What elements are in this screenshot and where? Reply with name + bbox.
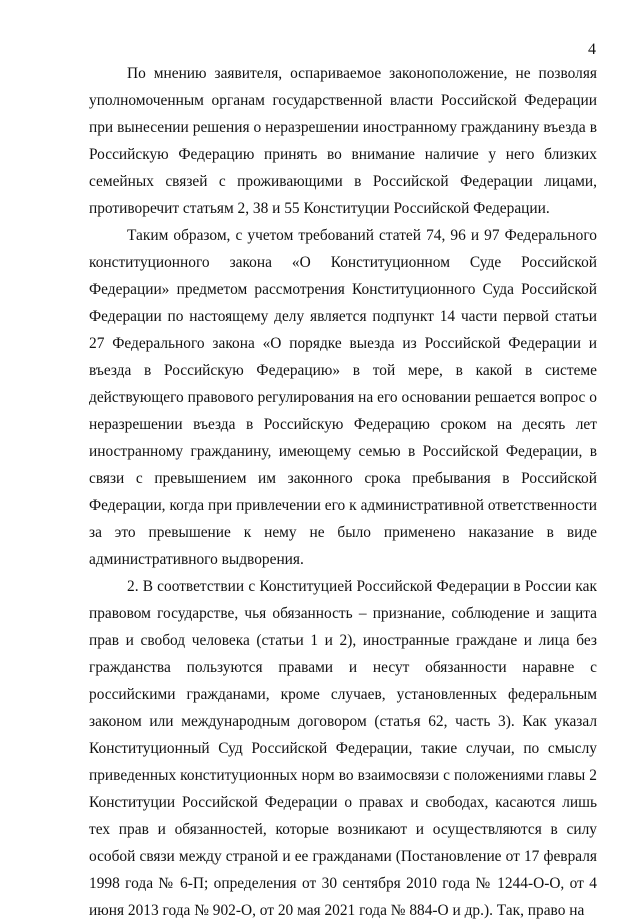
paragraph: 2. В соответствии с Конституцией Российской Федерации в России как правовом государстве, чья обязанность – признание, соблюдение и защита прав и свобод человека (статьи 1 и 2), иностранные граждане и лица без гражданства пользуются правами и несут обязанности наравне с российскими гражданами, кроме случаев, установленных федеральным законом или международным договором (статья 62, часть 3). Как указал Конституционный Суд Российской Федерации, такие случаи, по смыслу приведенных конституционных норм во взаимосвязи с положениями главы 2 Конституции Российской Федерации о правах и свободах, касаются лишь тех прав и обязанностей, которые возникают и осуществляются в силу особой связи между страной и ее гражданами (Постановление от 17 февраля 1998 года № 6-П; определения от 30 сентября 2010 года № 1244-О-О, от 4 июня 2013 года № 902-О, от 20 мая 2021 года № 884-О и др.). Так, право на <box>89 578 597 919</box>
page-number: 4 <box>588 41 596 58</box>
paragraph: Таким образом, с учетом требований статей 74, 96 и 97 Федерального конституционного закона «О Конституционном Суде Российской Федерации» предметом рассмотрения Конституционного Суда Российской Федерации по настоящему делу является подпункт 14 части первой статьи 27 Федерального закона «О порядке выезда из Российской Федерации и въезда в Российскую Федерацию» в той мере, в какой в системе действующего правового регулирования на его основании решается вопрос о неразрешении въезда в Российскую Федерацию сроком на десять лет иностранному гражданину, имеющему семью в Российской Федерации, в связи с превышением им законного срока пребывания в Российской Федерации, когда при привлечении его к административной ответственности за это превышение к нему не было применено наказание в виде административного выдворения. <box>89 227 597 568</box>
document-body <box>89 60 597 924</box>
paragraph: По мнению заявителя, оспариваемое законоположение, не позволяя уполномоченным органам государственной власти Российской Федерации при вынесении решения о неразрешении иностранному гражданину въезда в Российскую Федерацию принять во внимание наличие у него близких семейных связей с проживающими в Российской Федерации лицами, противоречит статьям 2, 38 и 55 Конституции Российской Федерации. <box>89 65 597 217</box>
